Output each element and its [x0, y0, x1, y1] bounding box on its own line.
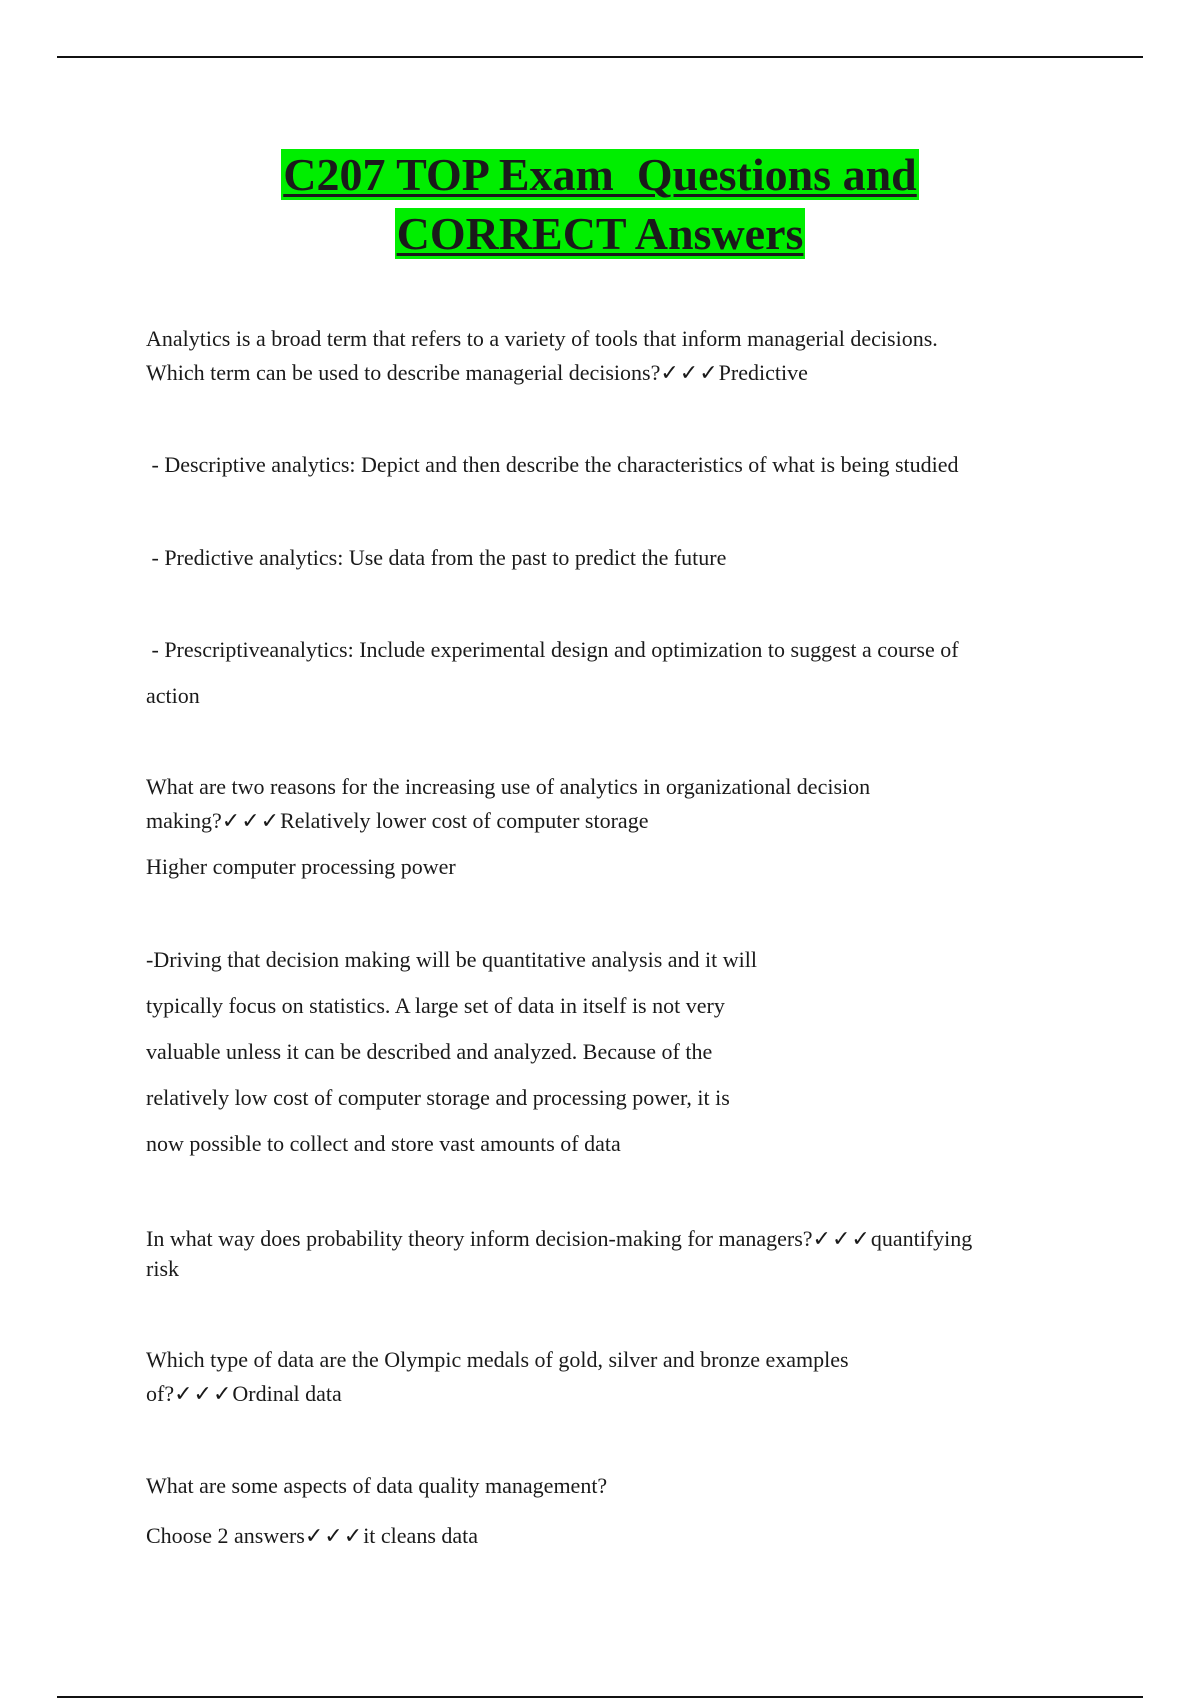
q3-answer-part-2: risk [146, 1256, 179, 1281]
q3-answer-part-1: quantifying [870, 1226, 973, 1251]
title-line-2: CORRECT Answers [396, 208, 804, 259]
q2-line-1: What are two reasons for the increasing use of analytics in organizational decision [146, 774, 871, 799]
q2-answer-1: Relatively lower cost of computer storage [280, 808, 649, 833]
explanation-line-1: -Driving that decision making will be quantitative analysis and it will [146, 947, 757, 972]
q2-line-2 [146, 804, 1066, 838]
checkmark-icon: ✓✓✓ [812, 1226, 871, 1251]
q4-line-1: Which type of data are the Olympic medals of gold, silver and bronze examples [146, 1347, 849, 1372]
bullet-descriptive: - Descriptive analytics: Depict and then describe the characteristics of what is being studied [146, 452, 959, 477]
q4-line-2 [146, 1377, 1066, 1411]
explanation-line-4: relatively low cost of computer storage and processing power, it is [146, 1085, 730, 1110]
q3-line-1 [146, 1222, 1066, 1256]
top-rule [57, 56, 1143, 58]
checkmark-icon: ✓✓✓ [221, 808, 281, 833]
q1-answer: Predictive [718, 360, 808, 385]
explanation-line-5: now possible to collect and store vast amounts of data [146, 1131, 621, 1156]
page-title [0, 145, 1200, 263]
q2-question: making? [146, 808, 222, 833]
q5-answer: it cleans data [363, 1523, 479, 1548]
q4-question: of? [146, 1381, 175, 1406]
q1-line-2 [146, 356, 1066, 390]
explanation-line-2: typically focus on statistics. A large set of data in itself is not very [146, 993, 725, 1018]
explanation-line-3: valuable unless it can be described and analyzed. Because of the [146, 1039, 713, 1064]
checkmark-icon: ✓✓✓ [660, 360, 719, 385]
checkmark-icon: ✓✓✓ [174, 1381, 233, 1406]
checkmark-icon: ✓✓✓ [304, 1523, 364, 1548]
q5-line-2 [146, 1519, 1066, 1553]
q5-question: Choose 2 answers [146, 1523, 305, 1548]
bullet-prescriptive-line-1: - Prescriptiveanalytics: Include experimental design and optimization to suggest a course of [146, 637, 959, 662]
q1-question: Which term can be used to describe managerial decisions? [146, 360, 661, 385]
bullet-prescriptive-line-2: action [146, 683, 200, 708]
q5-line-1: What are some aspects of data quality management? [146, 1473, 608, 1498]
q4-answer: Ordinal data [232, 1381, 342, 1406]
bullet-predictive: - Predictive analytics: Use data from the past to predict the future [146, 545, 727, 570]
title-line-1: C207 TOP Exam Questions and [283, 149, 917, 200]
q2-answer-2: Higher computer processing power [146, 854, 456, 879]
q3-question: In what way does probability theory inform decision-making for managers? [146, 1226, 813, 1251]
q1-line-1: Analytics is a broad term that refers to a variety of tools that inform managerial decisions. [146, 326, 938, 351]
bottom-rule [57, 1696, 1143, 1698]
